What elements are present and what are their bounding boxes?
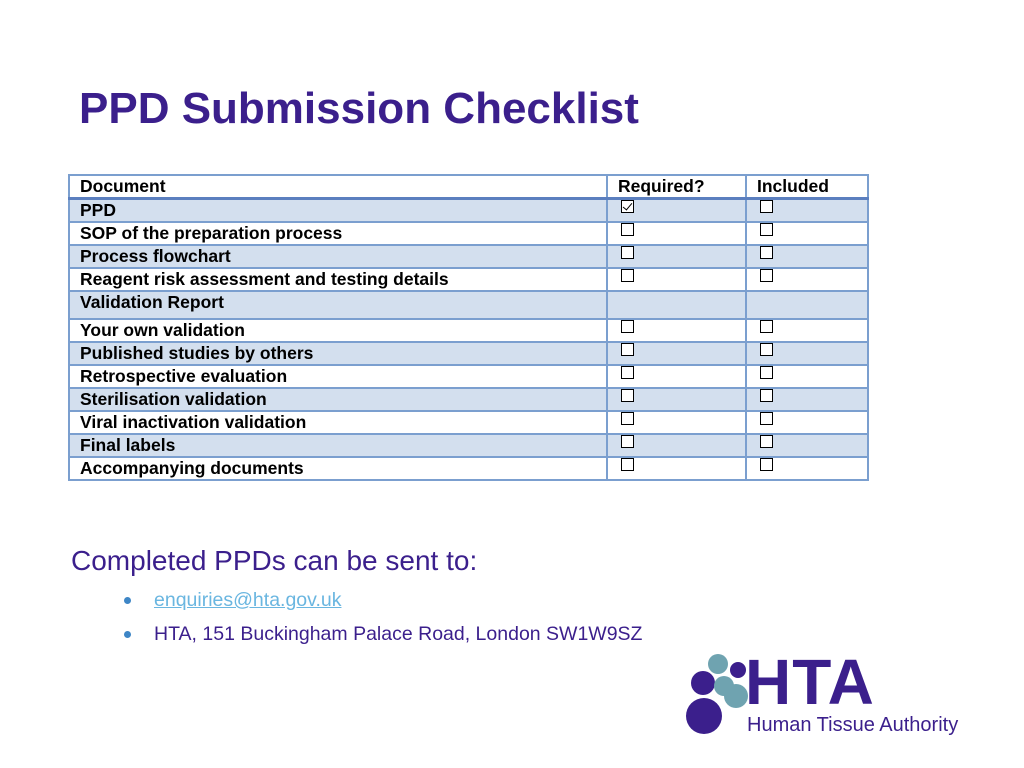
required-cell xyxy=(607,434,746,457)
required-checkbox[interactable] xyxy=(621,200,634,213)
logo-name: Human Tissue Authority xyxy=(747,714,959,736)
logo-acronym: HTA xyxy=(745,646,875,718)
included-cell xyxy=(746,319,868,342)
included-cell xyxy=(746,291,868,319)
send-heading: Completed PPDs can be sent to: xyxy=(71,545,478,576)
document-name: Retrospective evaluation xyxy=(69,365,607,388)
contact-list xyxy=(120,585,642,653)
required-checkbox[interactable] xyxy=(621,320,634,333)
required-cell xyxy=(607,411,746,434)
included-checkbox[interactable] xyxy=(760,389,773,402)
table-row xyxy=(69,291,868,319)
table-row xyxy=(69,222,868,245)
included-cell xyxy=(746,434,868,457)
header-document: Document xyxy=(69,175,607,199)
included-cell xyxy=(746,388,868,411)
required-checkbox[interactable] xyxy=(621,435,634,448)
document-name: SOP of the preparation process xyxy=(69,222,607,245)
required-cell xyxy=(607,268,746,291)
included-checkbox[interactable] xyxy=(760,200,773,213)
required-checkbox[interactable] xyxy=(621,458,634,471)
contact-address-item xyxy=(120,619,642,653)
included-checkbox[interactable] xyxy=(760,320,773,333)
document-name: Your own validation xyxy=(69,319,607,342)
included-cell xyxy=(746,411,868,434)
required-cell xyxy=(607,457,746,480)
included-cell xyxy=(746,222,868,245)
table-row xyxy=(69,268,868,291)
included-checkbox[interactable] xyxy=(760,246,773,259)
checklist-table xyxy=(68,174,869,481)
address-text: HTA, 151 Buckingham Palace Road, London SW1W9SZ xyxy=(154,623,643,645)
email-link[interactable]: enquiries@hta.gov.uk xyxy=(154,589,342,611)
bullet-icon xyxy=(124,597,131,604)
required-checkbox[interactable] xyxy=(621,412,634,425)
checklist-body xyxy=(69,175,868,480)
included-checkbox[interactable] xyxy=(760,435,773,448)
header-included: Included xyxy=(746,175,868,199)
included-checkbox[interactable] xyxy=(760,412,773,425)
included-checkbox[interactable] xyxy=(760,458,773,471)
table-row xyxy=(69,434,868,457)
table-row xyxy=(69,245,868,268)
header-required: Required? xyxy=(607,175,746,199)
included-cell xyxy=(746,245,868,268)
table-row xyxy=(69,457,868,480)
included-cell xyxy=(746,365,868,388)
contact-email-item xyxy=(120,585,642,619)
required-cell xyxy=(607,291,746,319)
table-row xyxy=(69,319,868,342)
required-cell xyxy=(607,319,746,342)
required-cell xyxy=(607,365,746,388)
included-cell xyxy=(746,268,868,291)
required-checkbox[interactable] xyxy=(621,366,634,379)
document-name: Sterilisation validation xyxy=(69,388,607,411)
required-checkbox[interactable] xyxy=(621,246,634,259)
included-cell xyxy=(746,199,868,223)
document-name: Viral inactivation validation xyxy=(69,411,607,434)
table-row xyxy=(69,342,868,365)
required-cell xyxy=(607,245,746,268)
document-name: Accompanying documents xyxy=(69,457,607,480)
included-checkbox[interactable] xyxy=(760,269,773,282)
required-cell xyxy=(607,199,746,223)
required-cell xyxy=(607,388,746,411)
included-cell xyxy=(746,342,868,365)
required-cell xyxy=(607,342,746,365)
included-cell xyxy=(746,457,868,480)
document-name: PPD xyxy=(69,199,607,223)
required-cell xyxy=(607,222,746,245)
document-name: Process flowchart xyxy=(69,245,607,268)
table-row xyxy=(69,388,868,411)
table-row xyxy=(69,199,868,223)
included-checkbox[interactable] xyxy=(760,343,773,356)
document-name: Reagent risk assessment and testing details xyxy=(69,268,607,291)
document-name: Final labels xyxy=(69,434,607,457)
document-name: Validation Report xyxy=(69,291,607,319)
table-header-row xyxy=(69,175,868,199)
table-row xyxy=(69,365,868,388)
table-row xyxy=(69,411,868,434)
bullet-icon xyxy=(124,631,131,638)
required-checkbox[interactable] xyxy=(621,389,634,402)
required-checkbox[interactable] xyxy=(621,343,634,356)
included-checkbox[interactable] xyxy=(760,223,773,236)
required-checkbox[interactable] xyxy=(621,269,634,282)
included-checkbox[interactable] xyxy=(760,366,773,379)
required-checkbox[interactable] xyxy=(621,223,634,236)
document-name: Published studies by others xyxy=(69,342,607,365)
page-title: PPD Submission Checklist xyxy=(79,84,639,133)
